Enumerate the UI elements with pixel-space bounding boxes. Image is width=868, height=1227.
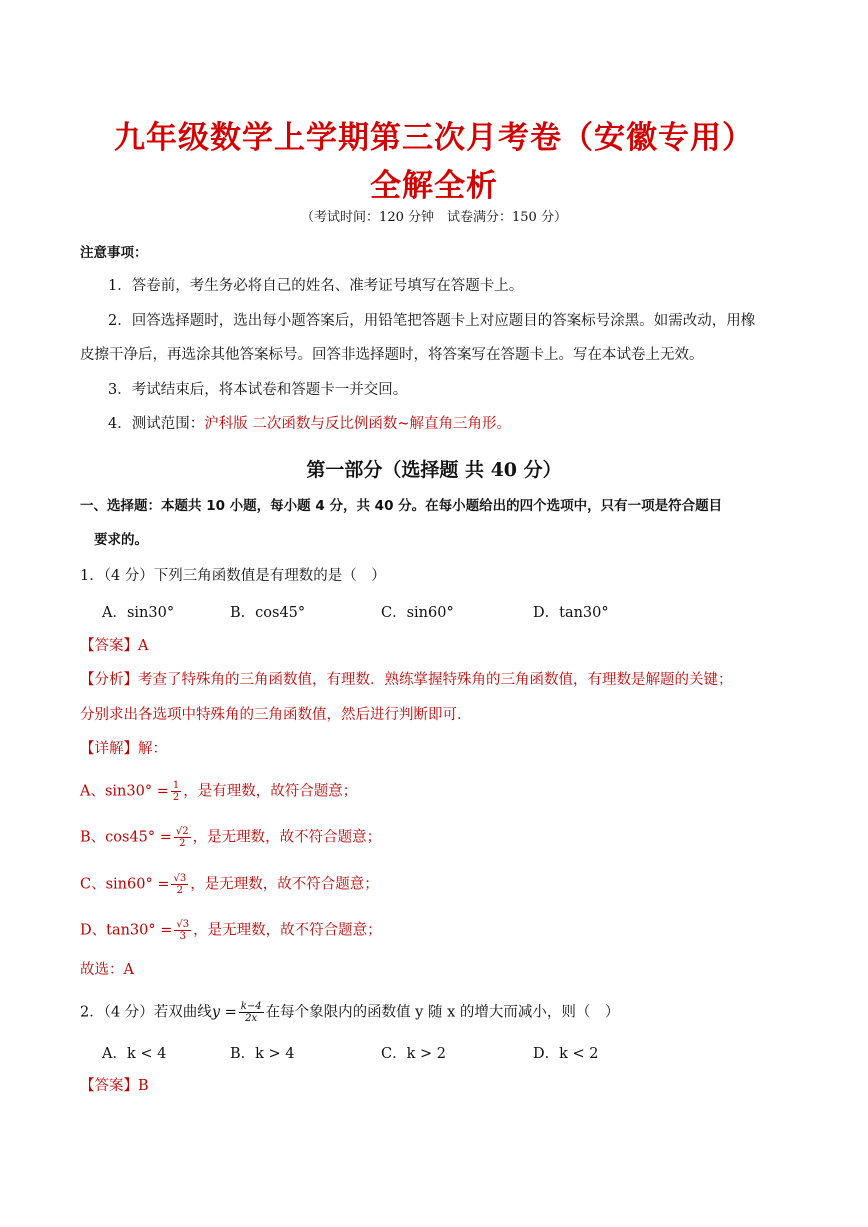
exam-info: （考试时间：120 分钟 试卷满分：150 分） bbox=[301, 210, 567, 225]
fraction-numerator: √2 bbox=[175, 826, 189, 837]
q2-stem bbox=[80, 1001, 619, 1024]
q1-option-c: C．sin60° bbox=[381, 605, 454, 621]
notice-heading: 注意事项： bbox=[80, 245, 148, 261]
q1-step-a bbox=[80, 780, 357, 803]
step-conclusion: ，是无理数，故不符合题意； bbox=[190, 876, 379, 893]
q2-stem-y: y = bbox=[211, 1004, 237, 1021]
section-intro-2: 要求的。 bbox=[94, 532, 148, 548]
title-line-2: 全解全析 bbox=[370, 168, 498, 204]
notice-item-4-range: 沪科版 二次函数与反比例函数~解直角三角形。 bbox=[204, 416, 511, 432]
q1-option-b: B．cos45° bbox=[230, 605, 306, 621]
step-fraction bbox=[171, 780, 181, 803]
section-title: 第一部分（选择题 共 40 分） bbox=[306, 459, 562, 481]
notice-item-3: 3．考试结束后，将本试卷和答题卡一并交回。 bbox=[108, 382, 408, 398]
q2-option-a: A．k < 4 bbox=[102, 1046, 167, 1062]
q1-step-b bbox=[80, 826, 381, 849]
step-fraction bbox=[174, 919, 191, 942]
notice-item-4 bbox=[108, 414, 511, 434]
q2-stem-prefix: 2．（4 分）若双曲线 bbox=[80, 1004, 212, 1021]
notice-item-2: 2．回答选择题时，选出每小题答案后，用铅笔把答题卡上对应题目的答案标号涂黑。如需改动，用橡 bbox=[108, 313, 756, 329]
q1-answer: 【答案】A bbox=[80, 638, 149, 654]
q1-analysis-1: 【分析】考查了特殊角的三角函数值，有理数．熟练掌握特殊角的三角函数值，有理数是解题的关键； bbox=[80, 672, 733, 688]
fraction-denominator: 2 bbox=[172, 792, 180, 803]
notice-item-4-prefix: 4．测试范围： bbox=[108, 416, 205, 432]
q2-option-c: C．k > 2 bbox=[381, 1046, 446, 1062]
fraction-denominator: 2 bbox=[176, 885, 184, 896]
step-conclusion: ，是有理数，故符合题意； bbox=[183, 783, 358, 800]
fraction-numerator: √3 bbox=[173, 873, 187, 884]
q1-step-c bbox=[80, 873, 379, 896]
notice-item-1: 1．答卷前，考生务必将自己的姓名、准考证号填写在答题卡上。 bbox=[108, 278, 524, 294]
step-conclusion: ，是无理数，故不符合题意； bbox=[192, 829, 382, 846]
step-fraction bbox=[171, 873, 188, 896]
fraction-denominator: 2x bbox=[245, 1013, 258, 1024]
title-line-1: 九年级数学上学期第三次月考卷（安徽专用） bbox=[114, 120, 754, 156]
q1-stem: 1．（4 分）下列三角函数值是有理数的是（ ） bbox=[80, 568, 386, 584]
q1-detail bbox=[80, 739, 167, 759]
step-lhs: D、tan30° = bbox=[80, 922, 173, 939]
notice-item-2-cont: 皮擦干净后，再选涂其他答案标号。回答非选择题时，将答案写在答题卡上。写在本试卷上无效。 bbox=[80, 347, 704, 363]
q1-option-d: D．tan30° bbox=[533, 605, 609, 621]
step-fraction bbox=[174, 826, 191, 849]
q1-choose: 故选：A bbox=[80, 962, 134, 978]
fraction-denominator: 2 bbox=[179, 838, 186, 849]
section-intro-1: 一、选择题：本题共 10 小题，每小题 4 分，共 40 分。在每小题给出的四个选项中，只有一项是符合题目 bbox=[80, 498, 723, 514]
q1-analysis-2: 分别求出各选项中特殊角的三角函数值，然后进行判断即可． bbox=[80, 707, 472, 723]
q1-step-d bbox=[80, 919, 382, 942]
step-lhs: C、sin60° = bbox=[80, 876, 170, 893]
step-conclusion: ，是无理数，故不符合题意； bbox=[193, 922, 382, 939]
fraction-numerator: k−4 bbox=[240, 1001, 262, 1012]
q1-detail-label: 【详解】 bbox=[80, 741, 138, 757]
step-lhs: B、cos45° = bbox=[80, 829, 172, 846]
q1-option-a: A．sin30° bbox=[102, 605, 175, 621]
q1-detail-text: 解： bbox=[138, 741, 167, 757]
fraction-denominator: 3 bbox=[179, 931, 186, 942]
fraction-numerator: √3 bbox=[176, 919, 190, 930]
step-lhs: A、sin30° = bbox=[80, 783, 169, 800]
q2-fraction bbox=[239, 1001, 264, 1024]
q2-answer: 【答案】B bbox=[80, 1078, 149, 1094]
fraction-numerator: 1 bbox=[172, 780, 180, 791]
q2-option-d: D．k < 2 bbox=[533, 1046, 599, 1062]
q2-stem-suffix: 在每个象限内的函数值 y 随 x 的增大而减小，则（ ） bbox=[265, 1004, 620, 1021]
q2-option-b: B．k > 4 bbox=[230, 1046, 295, 1062]
